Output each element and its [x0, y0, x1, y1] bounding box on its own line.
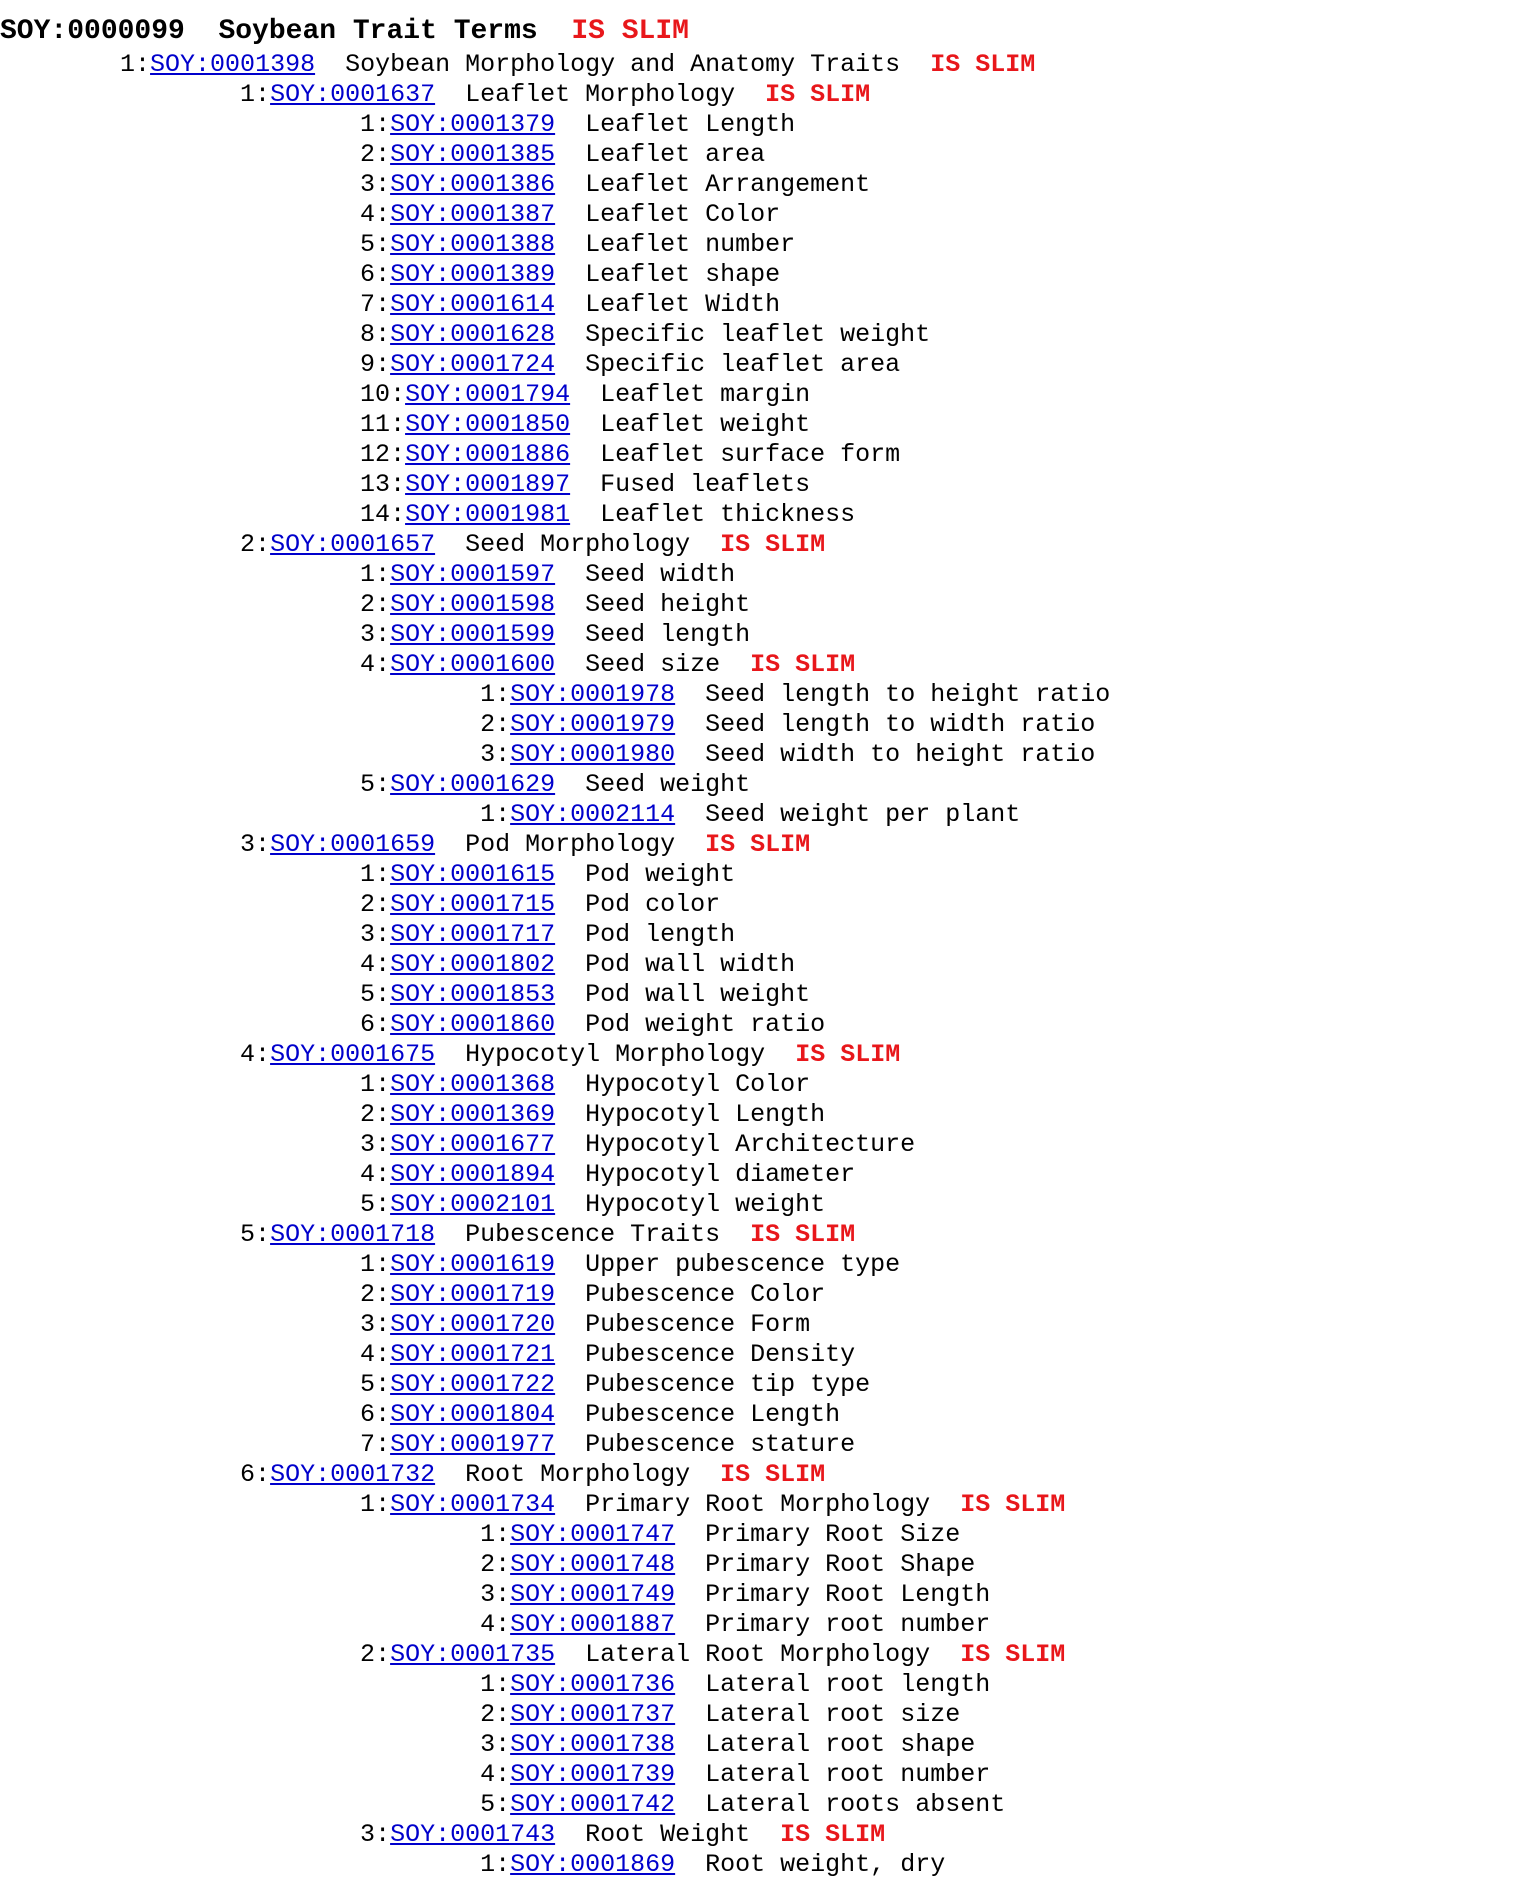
term-id-link[interactable]: SOY:0001977 — [390, 1430, 556, 1459]
term-index: 2 — [480, 710, 496, 739]
term-row: 13:SOY:0001897 Fused leaflets — [360, 470, 811, 499]
term-index: 6 — [360, 1010, 376, 1039]
term-row: 2:SOY:0001657 Seed Morphology IS SLIM — [240, 530, 826, 559]
term-id-link[interactable]: SOY:0001794 — [405, 380, 571, 409]
term-index: 4 — [360, 200, 376, 229]
term-row: 10:SOY:0001794 Leaflet margin — [360, 380, 811, 409]
term-id-link[interactable]: SOY:0001379 — [390, 110, 556, 139]
term-index: 8 — [360, 320, 376, 349]
term-row: 1:SOY:0001619 Upper pubescence type — [360, 1250, 901, 1279]
term-row: 1:SOY:0001597 Seed width — [360, 560, 736, 589]
term-row: 2:SOY:0001598 Seed height — [360, 590, 751, 619]
term-label: Pod wall width — [585, 950, 796, 979]
term-index: 1 — [360, 1250, 376, 1279]
term-index: 6 — [360, 260, 376, 289]
term-index: 5 — [360, 230, 376, 259]
term-id-link[interactable]: SOY:0001637 — [270, 80, 436, 109]
term-row: 6:SOY:0001732 Root Morphology IS SLIM — [240, 1460, 826, 1489]
term-id-link[interactable]: SOY:0001886 — [405, 440, 571, 469]
term-label: Seed height — [585, 590, 751, 619]
term-index: 1 — [480, 1850, 496, 1879]
term-row: 4:SOY:0001802 Pod wall width — [360, 950, 796, 979]
term-label: Specific leaflet area — [585, 350, 901, 379]
slim-badge: IS SLIM — [720, 1460, 826, 1489]
slim-badge: IS SLIM — [930, 50, 1036, 79]
term-id-link[interactable]: SOY:0001677 — [390, 1130, 556, 1159]
term-index: 1 — [360, 1490, 376, 1519]
slim-badge: IS SLIM — [705, 830, 811, 859]
term-row: 2:SOY:0001737 Lateral root size — [480, 1700, 961, 1729]
term-id-link[interactable]: SOY:0001369 — [390, 1100, 556, 1129]
term-id-link[interactable]: SOY:0001853 — [390, 980, 556, 1009]
term-id-link[interactable]: SOY:0001860 — [390, 1010, 556, 1039]
term-index: 5 — [360, 770, 376, 799]
term-index: 3 — [360, 920, 376, 949]
term-index: 3 — [360, 620, 376, 649]
term-id-link[interactable]: SOY:0001897 — [405, 470, 571, 499]
term-id-link[interactable]: SOY:0001718 — [270, 1220, 436, 1249]
term-id-link[interactable]: SOY:0001615 — [390, 860, 556, 889]
term-id-link[interactable]: SOY:0001979 — [510, 710, 676, 739]
term-label: Seed weight — [585, 770, 751, 799]
term-index: 4 — [360, 650, 376, 679]
slim-badge: IS SLIM — [780, 1820, 886, 1849]
term-row: 2:SOY:0001735 Lateral Root Morphology IS SLIM — [360, 1640, 1066, 1669]
term-label: Pubescence stature — [585, 1430, 856, 1459]
term-row: 2:SOY:0001369 Hypocotyl Length — [360, 1100, 826, 1129]
term-id-link[interactable]: SOY:0001721 — [390, 1340, 556, 1369]
term-row: 9:SOY:0001724 Specific leaflet area — [360, 350, 901, 379]
term-index: 1 — [240, 80, 256, 109]
term-index: 2 — [480, 1550, 496, 1579]
term-index: 3 — [480, 740, 496, 769]
term-id-link[interactable]: SOY:0001614 — [390, 290, 556, 319]
term-label: Leaflet Length — [585, 110, 796, 139]
term-row: 1:SOY:0001734 Primary Root Morphology IS SLIM — [360, 1490, 1066, 1519]
term-id-link[interactable]: SOY:0001675 — [270, 1040, 436, 1069]
term-label: Pod color — [585, 890, 721, 919]
term-index: 2 — [360, 140, 376, 169]
term-id-link[interactable]: SOY:0001887 — [510, 1610, 676, 1639]
slim-badge: IS SLIM — [750, 650, 856, 679]
term-id-link[interactable]: SOY:0001804 — [390, 1400, 556, 1429]
term-label: Pod Morphology — [465, 830, 676, 859]
term-id-link[interactable]: SOY:0001749 — [510, 1580, 676, 1609]
term-label: Leaflet weight — [600, 410, 811, 439]
term-row: 7:SOY:0001614 Leaflet Width — [360, 290, 781, 319]
term-label: Leaflet Morphology — [465, 80, 736, 109]
term-index: 9 — [360, 350, 376, 379]
term-label: Upper pubescence type — [585, 1250, 901, 1279]
term-row: 12:SOY:0001886 Leaflet surface form — [360, 440, 901, 469]
term-id-link[interactable]: SOY:0001386 — [390, 170, 556, 199]
term-index: 6 — [240, 1460, 256, 1489]
term-label: Seed length to height ratio — [705, 680, 1111, 709]
term-label: Seed width — [585, 560, 736, 589]
term-label: Pubescence Color — [585, 1280, 826, 1309]
term-index: 3 — [360, 1820, 376, 1849]
term-label: Lateral root number — [705, 1760, 991, 1789]
term-index: 4 — [480, 1610, 496, 1639]
term-id-link[interactable]: SOY:0001398 — [150, 50, 316, 79]
term-id-link[interactable]: SOY:0001980 — [510, 740, 676, 769]
term-label: Leaflet shape — [585, 260, 781, 289]
term-id-link[interactable]: SOY:0002114 — [510, 800, 676, 829]
term-label: Hypocotyl diameter — [585, 1160, 856, 1189]
term-id-link[interactable]: SOY:0001717 — [390, 920, 556, 949]
term-row: 3:SOY:0001599 Seed length — [360, 620, 751, 649]
term-row: 1:SOY:0001637 Leaflet Morphology IS SLIM — [240, 80, 871, 109]
term-row: 2:SOY:0001385 Leaflet area — [360, 140, 766, 169]
term-id-link[interactable]: SOY:0001736 — [510, 1670, 676, 1699]
term-id-link[interactable]: SOY:0001742 — [510, 1790, 676, 1819]
term-row: 5:SOY:0001853 Pod wall weight — [360, 980, 811, 1009]
term-id-link[interactable]: SOY:0001388 — [390, 230, 556, 259]
term-label: Primary Root Morphology — [585, 1490, 931, 1519]
root-term-row — [0, 14, 1527, 50]
term-row: 4:SOY:0001739 Lateral root number — [480, 1760, 991, 1789]
term-index: 1 — [360, 1070, 376, 1099]
term-row: 6:SOY:0001389 Leaflet shape — [360, 260, 781, 289]
term-row: 3:SOY:0001749 Primary Root Length — [480, 1580, 991, 1609]
term-label: Pubescence Traits — [465, 1220, 721, 1249]
term-index: 1 — [360, 860, 376, 889]
term-label: Leaflet thickness — [600, 500, 856, 529]
term-tree — [0, 14, 1527, 1880]
term-row: 3:SOY:0001738 Lateral root shape — [480, 1730, 976, 1759]
term-index: 2 — [360, 590, 376, 619]
term-label: Lateral Root Morphology — [585, 1640, 931, 1669]
term-label: Hypocotyl Length — [585, 1100, 826, 1129]
term-label: Soybean Morphology and Anatomy Traits — [345, 50, 901, 79]
term-index: 2 — [240, 530, 256, 559]
term-index: 6 — [360, 1400, 376, 1429]
term-index: 5 — [360, 1370, 376, 1399]
term-id-link[interactable]: SOY:0001850 — [405, 410, 571, 439]
term-row: 6:SOY:0001860 Pod weight ratio — [360, 1010, 826, 1039]
term-id-link[interactable]: SOY:0001720 — [390, 1310, 556, 1339]
term-row: 1:SOY:0001869 Root weight, dry — [480, 1850, 946, 1879]
term-id-link[interactable]: SOY:0001387 — [390, 200, 556, 229]
term-id-link[interactable]: SOY:0001659 — [270, 830, 436, 859]
term-row: 4:SOY:0001887 Primary root number — [480, 1610, 991, 1639]
term-row: 5:SOY:0001742 Lateral roots absent — [480, 1790, 1006, 1819]
term-id-link[interactable]: SOY:0001719 — [390, 1280, 556, 1309]
term-row: 7:SOY:0001977 Pubescence stature — [360, 1430, 856, 1459]
term-id-link[interactable]: SOY:0001368 — [390, 1070, 556, 1099]
term-row: 5:SOY:0002101 Hypocotyl weight — [360, 1190, 826, 1219]
term-id-link[interactable]: SOY:0001722 — [390, 1370, 556, 1399]
term-row: 4:SOY:0001894 Hypocotyl diameter — [360, 1160, 856, 1189]
term-index: 2 — [360, 1280, 376, 1309]
term-row: 3:SOY:0001980 Seed width to height ratio — [480, 740, 1096, 769]
term-id-link[interactable]: SOY:0001802 — [390, 950, 556, 979]
term-id-link[interactable]: SOY:0001600 — [390, 650, 556, 679]
term-row: 4:SOY:0001721 Pubescence Density — [360, 1340, 856, 1369]
term-index: 3 — [240, 830, 256, 859]
term-id-link[interactable]: SOY:0001619 — [390, 1250, 556, 1279]
term-label: Root weight, dry — [705, 1850, 946, 1879]
slim-badge: IS SLIM — [765, 80, 871, 109]
term-index: 3 — [480, 1730, 496, 1759]
term-label: Leaflet margin — [600, 380, 811, 409]
term-id-link[interactable]: SOY:0001735 — [390, 1640, 556, 1669]
term-label: Lateral roots absent — [705, 1790, 1006, 1819]
term-id-link[interactable]: SOY:0001715 — [390, 890, 556, 919]
term-label: Primary Root Length — [705, 1580, 991, 1609]
term-row: 1:SOY:0001615 Pod weight — [360, 860, 736, 889]
term-index: 2 — [480, 1700, 496, 1729]
term-row: 4:SOY:0001675 Hypocotyl Morphology IS SLIM — [240, 1040, 901, 1069]
term-id-link[interactable]: SOY:0001657 — [270, 530, 436, 559]
term-row: 1:SOY:0002114 Seed weight per plant — [480, 800, 1021, 829]
term-label: Leaflet number — [585, 230, 796, 259]
term-index: 2 — [360, 1640, 376, 1669]
term-row: 4:SOY:0001600 Seed size IS SLIM — [360, 650, 856, 679]
term-row: 3:SOY:0001717 Pod length — [360, 920, 736, 949]
term-index: 1 — [120, 50, 136, 79]
term-id-link[interactable]: SOY:0001598 — [390, 590, 556, 619]
term-index: 5 — [240, 1220, 256, 1249]
term-row: 2:SOY:0001748 Primary Root Shape — [480, 1550, 976, 1579]
term-label: Seed length to width ratio — [705, 710, 1096, 739]
term-label: Pod wall weight — [585, 980, 811, 1009]
term-index: 13 — [360, 470, 391, 499]
term-index: 4 — [360, 1340, 376, 1369]
term-label: Pubescence Density — [585, 1340, 856, 1369]
term-index: 3 — [360, 1130, 376, 1159]
term-index: 4 — [480, 1760, 496, 1789]
term-label: Seed size — [585, 650, 721, 679]
term-index: 10 — [360, 380, 391, 409]
term-label: Root Weight — [585, 1820, 751, 1849]
slim-badge: IS SLIM — [960, 1640, 1066, 1669]
term-row: 5:SOY:0001718 Pubescence Traits IS SLIM — [240, 1220, 856, 1249]
root-term-label: Soybean Trait Terms — [218, 16, 538, 47]
term-row: 1:SOY:0001398 Soybean Morphology and Anatomy Traits IS SLIM — [120, 50, 1036, 79]
term-id-link[interactable]: SOY:0001599 — [390, 620, 556, 649]
term-index: 1 — [480, 1520, 496, 1549]
term-id-link[interactable]: SOY:0001628 — [390, 320, 556, 349]
term-id-link[interactable]: SOY:0001894 — [390, 1160, 556, 1189]
term-index: 5 — [360, 980, 376, 1009]
term-label: Seed Morphology — [465, 530, 691, 559]
term-id-link[interactable]: SOY:0001724 — [390, 350, 556, 379]
term-label: Primary root number — [705, 1610, 991, 1639]
term-index: 5 — [360, 1190, 376, 1219]
term-label: Hypocotyl Color — [585, 1070, 811, 1099]
slim-badge: IS SLIM — [720, 530, 826, 559]
term-index: 7 — [360, 290, 376, 319]
term-row: 5:SOY:0001629 Seed weight — [360, 770, 751, 799]
term-row: 1:SOY:0001747 Primary Root Size — [480, 1520, 961, 1549]
term-row: 4:SOY:0001387 Leaflet Color — [360, 200, 781, 229]
term-index: 1 — [480, 1670, 496, 1699]
term-row: 1:SOY:0001379 Leaflet Length — [360, 110, 796, 139]
root-term-id: SOY:0000099 — [0, 16, 185, 47]
term-label: Lateral root size — [705, 1700, 961, 1729]
term-id-link[interactable]: SOY:0001389 — [390, 260, 556, 289]
term-id-link[interactable]: SOY:0001981 — [405, 500, 571, 529]
term-id-link[interactable]: SOY:0001737 — [510, 1700, 676, 1729]
term-label: Hypocotyl Architecture — [585, 1130, 916, 1159]
term-index: 1 — [360, 560, 376, 589]
term-label: Root Morphology — [465, 1460, 691, 1489]
term-label: Leaflet Color — [585, 200, 781, 229]
term-row: 6:SOY:0001804 Pubescence Length — [360, 1400, 841, 1429]
term-index: 5 — [480, 1790, 496, 1819]
term-id-link[interactable]: SOY:0001734 — [390, 1490, 556, 1519]
term-index: 4 — [240, 1040, 256, 1069]
term-row: 3:SOY:0001677 Hypocotyl Architecture — [360, 1130, 916, 1159]
term-index: 3 — [360, 170, 376, 199]
term-row: 2:SOY:0001719 Pubescence Color — [360, 1280, 826, 1309]
term-label: Seed width to height ratio — [705, 740, 1096, 769]
term-label: Primary Root Shape — [705, 1550, 976, 1579]
term-row: 3:SOY:0001743 Root Weight IS SLIM — [360, 1820, 886, 1849]
term-index: 1 — [360, 110, 376, 139]
term-label: Seed length — [585, 620, 751, 649]
term-row: 14:SOY:0001981 Leaflet thickness — [360, 500, 856, 529]
term-id-link[interactable]: SOY:0001743 — [390, 1820, 556, 1849]
term-id-link[interactable]: SOY:0001597 — [390, 560, 556, 589]
term-index: 4 — [360, 1160, 376, 1189]
term-id-link[interactable]: SOY:0001732 — [270, 1460, 436, 1489]
term-label: Lateral root length — [705, 1670, 991, 1699]
term-id-link[interactable]: SOY:0001978 — [510, 680, 676, 709]
term-id-link[interactable]: SOY:0002101 — [390, 1190, 556, 1219]
term-index: 3 — [360, 1310, 376, 1339]
term-index: 4 — [360, 950, 376, 979]
term-label: Hypocotyl Morphology — [465, 1040, 766, 1069]
term-id-link[interactable]: SOY:0001629 — [390, 770, 556, 799]
term-row: 5:SOY:0001388 Leaflet number — [360, 230, 796, 259]
term-label: Pubescence Form — [585, 1310, 811, 1339]
term-label: Pubescence tip type — [585, 1370, 871, 1399]
term-row: 3:SOY:0001386 Leaflet Arrangement — [360, 170, 871, 199]
term-index: 2 — [360, 1100, 376, 1129]
term-id-link[interactable]: SOY:0001739 — [510, 1760, 676, 1789]
term-label: Lateral root shape — [705, 1730, 976, 1759]
term-row: 2:SOY:0001979 Seed length to width ratio — [480, 710, 1096, 739]
term-label: Hypocotyl weight — [585, 1190, 826, 1219]
term-index: 7 — [360, 1430, 376, 1459]
term-label: Leaflet Arrangement — [585, 170, 871, 199]
term-index: 14 — [360, 500, 391, 529]
term-id-link[interactable]: SOY:0001747 — [510, 1520, 676, 1549]
term-label: Seed weight per plant — [705, 800, 1021, 829]
term-row: 1:SOY:0001736 Lateral root length — [480, 1670, 991, 1699]
term-row: 2:SOY:0001715 Pod color — [360, 890, 721, 919]
term-label: Pod length — [585, 920, 736, 949]
term-label: Pod weight ratio — [585, 1010, 826, 1039]
term-id-link[interactable]: SOY:0001748 — [510, 1550, 676, 1579]
term-id-link[interactable]: SOY:0001385 — [390, 140, 556, 169]
term-row: 5:SOY:0001722 Pubescence tip type — [360, 1370, 871, 1399]
term-index: 1 — [480, 680, 496, 709]
term-label: Pod weight — [585, 860, 736, 889]
term-label: Pubescence Length — [585, 1400, 841, 1429]
term-label: Specific leaflet weight — [585, 320, 931, 349]
term-index: 1 — [480, 800, 496, 829]
term-label: Leaflet area — [585, 140, 766, 169]
term-index: 2 — [360, 890, 376, 919]
term-row: 1:SOY:0001368 Hypocotyl Color — [360, 1070, 811, 1099]
term-label: Primary Root Size — [705, 1520, 961, 1549]
term-index: 3 — [480, 1580, 496, 1609]
term-label: Leaflet Width — [585, 290, 781, 319]
term-row: 11:SOY:0001850 Leaflet weight — [360, 410, 811, 439]
slim-badge: IS SLIM — [960, 1490, 1066, 1519]
slim-badge: IS SLIM — [750, 1220, 856, 1249]
term-index: 12 — [360, 440, 391, 469]
term-id-link[interactable]: SOY:0001869 — [510, 1850, 676, 1879]
term-row: 3:SOY:0001720 Pubescence Form — [360, 1310, 811, 1339]
term-row: 3:SOY:0001659 Pod Morphology IS SLIM — [240, 830, 811, 859]
term-index: 11 — [360, 410, 391, 439]
term-label: Fused leaflets — [600, 470, 811, 499]
term-label: Leaflet surface form — [600, 440, 901, 469]
term-row: 8:SOY:0001628 Specific leaflet weight — [360, 320, 931, 349]
slim-badge: IS SLIM — [571, 16, 689, 47]
slim-badge: IS SLIM — [795, 1040, 901, 1069]
term-row: 1:SOY:0001978 Seed length to height ratio — [480, 680, 1111, 709]
term-id-link[interactable]: SOY:0001738 — [510, 1730, 676, 1759]
